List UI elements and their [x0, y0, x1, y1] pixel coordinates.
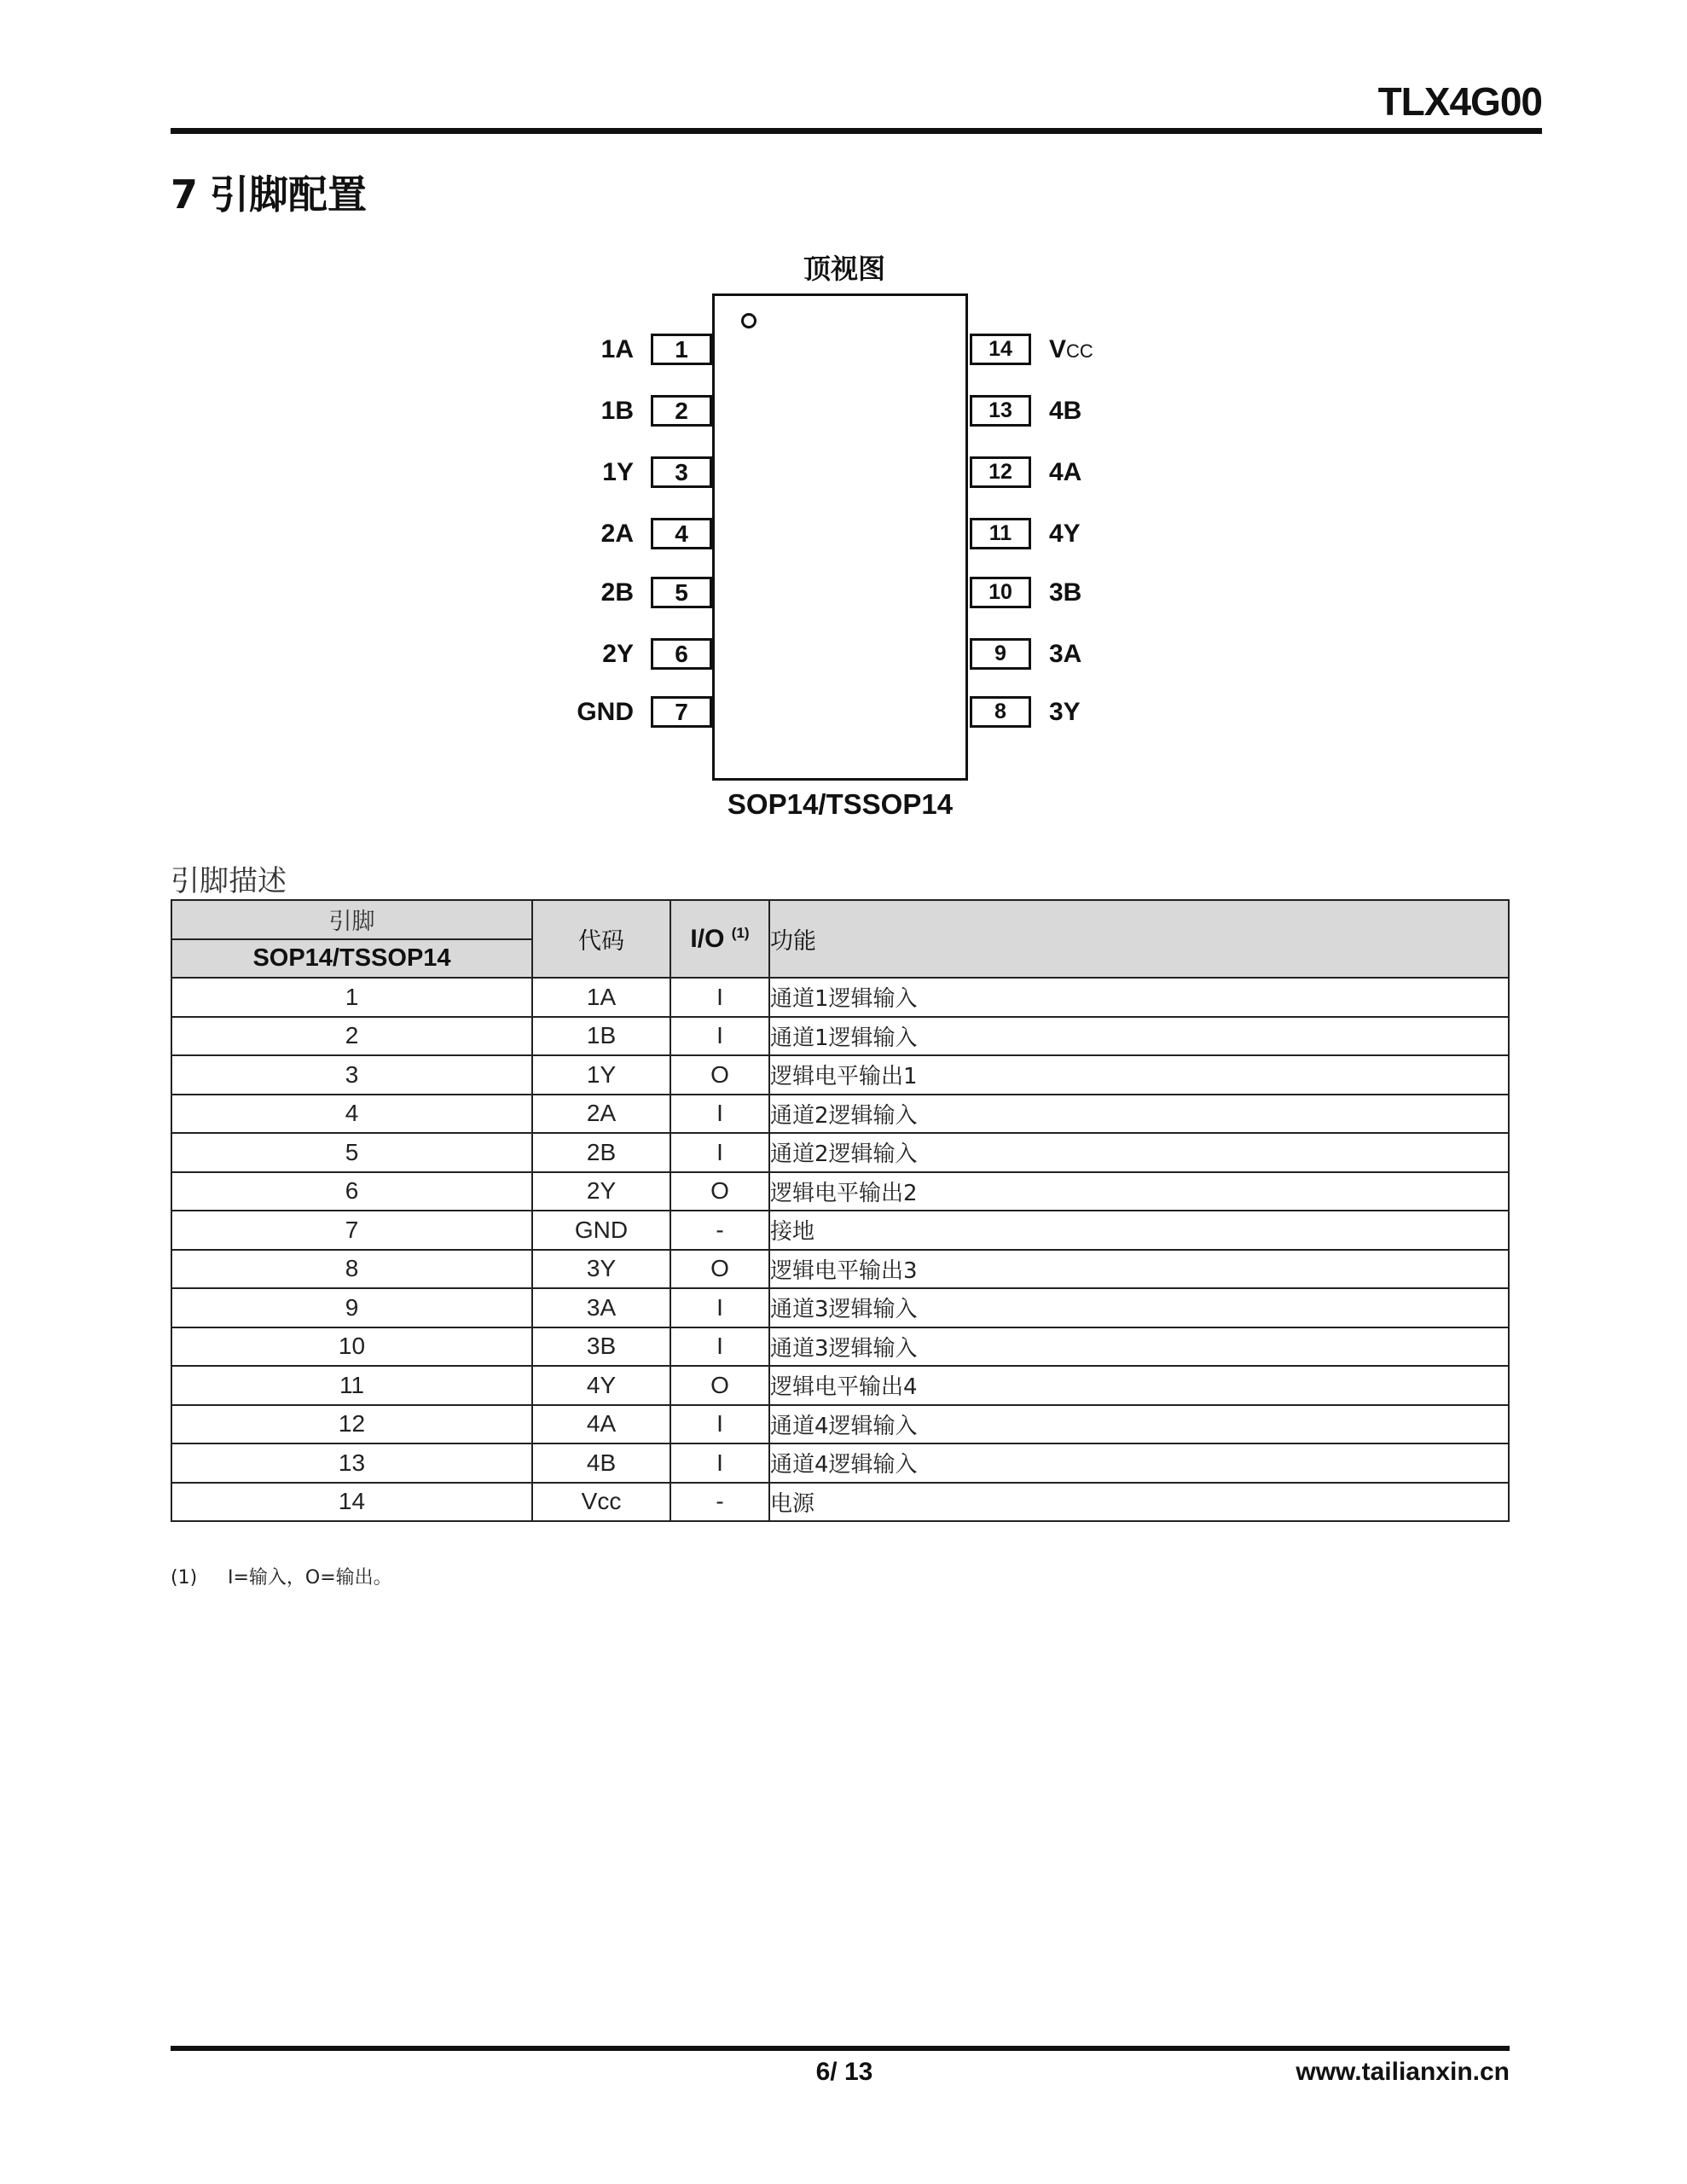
function-cell: 通道4逻辑输入 [769, 1405, 1509, 1444]
pin-number-box: 4 [651, 518, 712, 549]
pin-number-box: 9 [970, 638, 1031, 670]
pin-number-box: 11 [970, 518, 1031, 549]
function-cell: 逻辑电平输出1 [769, 1055, 1509, 1095]
function-cell: 通道1逻辑输入 [769, 978, 1509, 1017]
code-cell: 1A [532, 978, 670, 1017]
pin-number-box: 13 [970, 395, 1031, 427]
pin-number-box: 12 [970, 456, 1031, 488]
code-cell: 3Y [532, 1250, 670, 1289]
table-row [171, 978, 1509, 1017]
code-cell: 2A [532, 1095, 670, 1134]
pin-number-box: 5 [651, 577, 712, 608]
pin-cell: 8 [171, 1250, 532, 1289]
table-row [171, 1405, 1509, 1444]
table-row [171, 1211, 1509, 1250]
io-cell: I [670, 1405, 769, 1444]
io-cell: I [670, 1133, 769, 1172]
pin-name-text: V [1049, 335, 1067, 363]
pin-cell: 1 [171, 978, 532, 1017]
table-row [171, 1366, 1509, 1405]
io-cell: O [670, 1250, 769, 1289]
page-number: 6/ 13 [815, 2058, 873, 2086]
table-row [171, 1327, 1509, 1367]
io-cell: O [670, 1366, 769, 1405]
function-cell: 通道3逻辑输入 [769, 1327, 1509, 1367]
pin-cell: 10 [171, 1327, 532, 1367]
pin-number-box: 10 [970, 577, 1031, 608]
pin-name-text: 3A [1049, 640, 1082, 668]
table-row [171, 1288, 1509, 1327]
pin-number-box: 3 [651, 456, 712, 488]
function-cell: 接地 [769, 1211, 1509, 1250]
pin-cell: 9 [171, 1288, 532, 1327]
pin-name-label: 1B [600, 397, 634, 425]
section-title: 引脚配置 [210, 171, 368, 218]
function-cell: 逻辑电平输出2 [769, 1172, 1509, 1211]
pin-name-text: 3B [1049, 578, 1082, 607]
function-cell: 通道2逻辑输入 [769, 1133, 1509, 1172]
pin-name-label: GND [577, 698, 634, 726]
code-cell: Vcc [532, 1483, 670, 1522]
pin-number-box: 1 [651, 334, 712, 365]
table-row [171, 1055, 1509, 1095]
pin-cell: 4 [171, 1095, 532, 1134]
function-cell: 逻辑电平输出3 [769, 1250, 1509, 1289]
table-body [171, 978, 1509, 1521]
pin-name-label [1049, 456, 1168, 488]
code-cell: 2Y [532, 1172, 670, 1211]
io-cell: - [670, 1483, 769, 1522]
pin-description-table [171, 899, 1510, 1522]
pin-name-label [1049, 334, 1168, 367]
pin-cell: 13 [171, 1443, 532, 1483]
pin-name-label: 1A [600, 335, 634, 363]
pin1-marker-icon [741, 313, 757, 328]
pin-cell: 5 [171, 1133, 532, 1172]
io-cell: I [670, 1443, 769, 1483]
table-row [171, 1095, 1509, 1134]
pin-name-label [1049, 638, 1168, 670]
pin-name-label [1049, 696, 1168, 728]
code-cell: 1Y [532, 1055, 670, 1095]
table-caption: 引脚描述 [171, 864, 287, 898]
function-cell: 逻辑电平输出4 [769, 1366, 1509, 1405]
table-row [171, 1443, 1509, 1483]
function-cell: 通道2逻辑输入 [769, 1095, 1509, 1134]
pin-cell: 3 [171, 1055, 532, 1095]
code-cell: 4A [532, 1405, 670, 1444]
header-function: 功能 [769, 900, 1509, 978]
pinout-diagram [0, 0, 1687, 853]
io-cell: O [670, 1055, 769, 1095]
document-title: TLX4G00 [1377, 79, 1542, 124]
code-cell: GND [532, 1211, 670, 1250]
pin-number-box: 6 [651, 638, 712, 670]
io-cell: O [670, 1172, 769, 1211]
pin-name-label: 2Y [602, 640, 634, 668]
footer-divider [171, 2046, 1510, 2051]
package-label: SOP14/TSSOP14 [727, 788, 954, 820]
header-io-label: I/O [690, 924, 725, 953]
table-footnote [171, 1563, 392, 1589]
function-cell: 通道4逻辑输入 [769, 1443, 1509, 1483]
pin-name-text: 4Y [1049, 520, 1081, 548]
pin-name-label: 2B [600, 578, 634, 607]
pin-name-label [1049, 518, 1168, 549]
io-cell: I [670, 978, 769, 1017]
pin-cell: 7 [171, 1211, 532, 1250]
code-cell: 4Y [532, 1366, 670, 1405]
code-cell: 2B [532, 1133, 670, 1172]
footnote-text: I=输入，O=输出。 [228, 1567, 392, 1589]
header-pin-package: SOP14/TSSOP14 [171, 939, 532, 979]
function-cell: 通道3逻辑输入 [769, 1288, 1509, 1327]
code-cell: 3A [532, 1288, 670, 1327]
pin-name-label [1049, 395, 1168, 427]
pin-name-label: 2A [600, 520, 634, 548]
code-cell: 4B [532, 1443, 670, 1483]
pin-cell: 14 [171, 1483, 532, 1522]
header-io [670, 900, 769, 978]
pin-cell: 6 [171, 1172, 532, 1211]
pin-number-box: 14 [970, 334, 1031, 365]
pin-cell: 2 [171, 1017, 532, 1056]
pin-name-subscript: CC [1066, 340, 1093, 362]
pin-name-text: 4A [1049, 458, 1082, 486]
table-row [171, 1250, 1509, 1289]
pin-number-box: 7 [651, 696, 712, 728]
header-code: 代码 [532, 900, 670, 978]
section-number: 7 [171, 171, 199, 218]
io-cell: I [670, 1288, 769, 1327]
io-cell: I [670, 1327, 769, 1367]
pin-cell: 11 [171, 1366, 532, 1405]
pin-name-text: 4B [1049, 397, 1082, 425]
io-cell: - [670, 1211, 769, 1250]
code-cell: 3B [532, 1327, 670, 1367]
pin-name-label: 1Y [602, 458, 634, 486]
io-cell: I [670, 1095, 769, 1134]
top-view-label: 顶视图 [803, 253, 885, 285]
function-cell: 通道1逻辑输入 [769, 1017, 1509, 1056]
pin-name-label [1049, 577, 1168, 608]
table-row [171, 1017, 1509, 1056]
chip-body [712, 293, 968, 781]
footnote-mark: (1) [171, 1567, 198, 1589]
header-io-note: (1) [731, 924, 750, 941]
table-row [171, 1133, 1509, 1172]
pin-number-box: 8 [970, 696, 1031, 728]
table-row [171, 1172, 1509, 1211]
header-pin-group: 引脚 [171, 900, 532, 939]
website-url: www.tailianxin.cn [1296, 2058, 1510, 2086]
io-cell: I [670, 1017, 769, 1056]
pin-cell: 12 [171, 1405, 532, 1444]
function-cell: 电源 [769, 1483, 1509, 1522]
table-row [171, 1483, 1509, 1522]
code-cell: 1B [532, 1017, 670, 1056]
pin-name-text: 3Y [1049, 698, 1081, 726]
pin-number-box: 2 [651, 395, 712, 427]
